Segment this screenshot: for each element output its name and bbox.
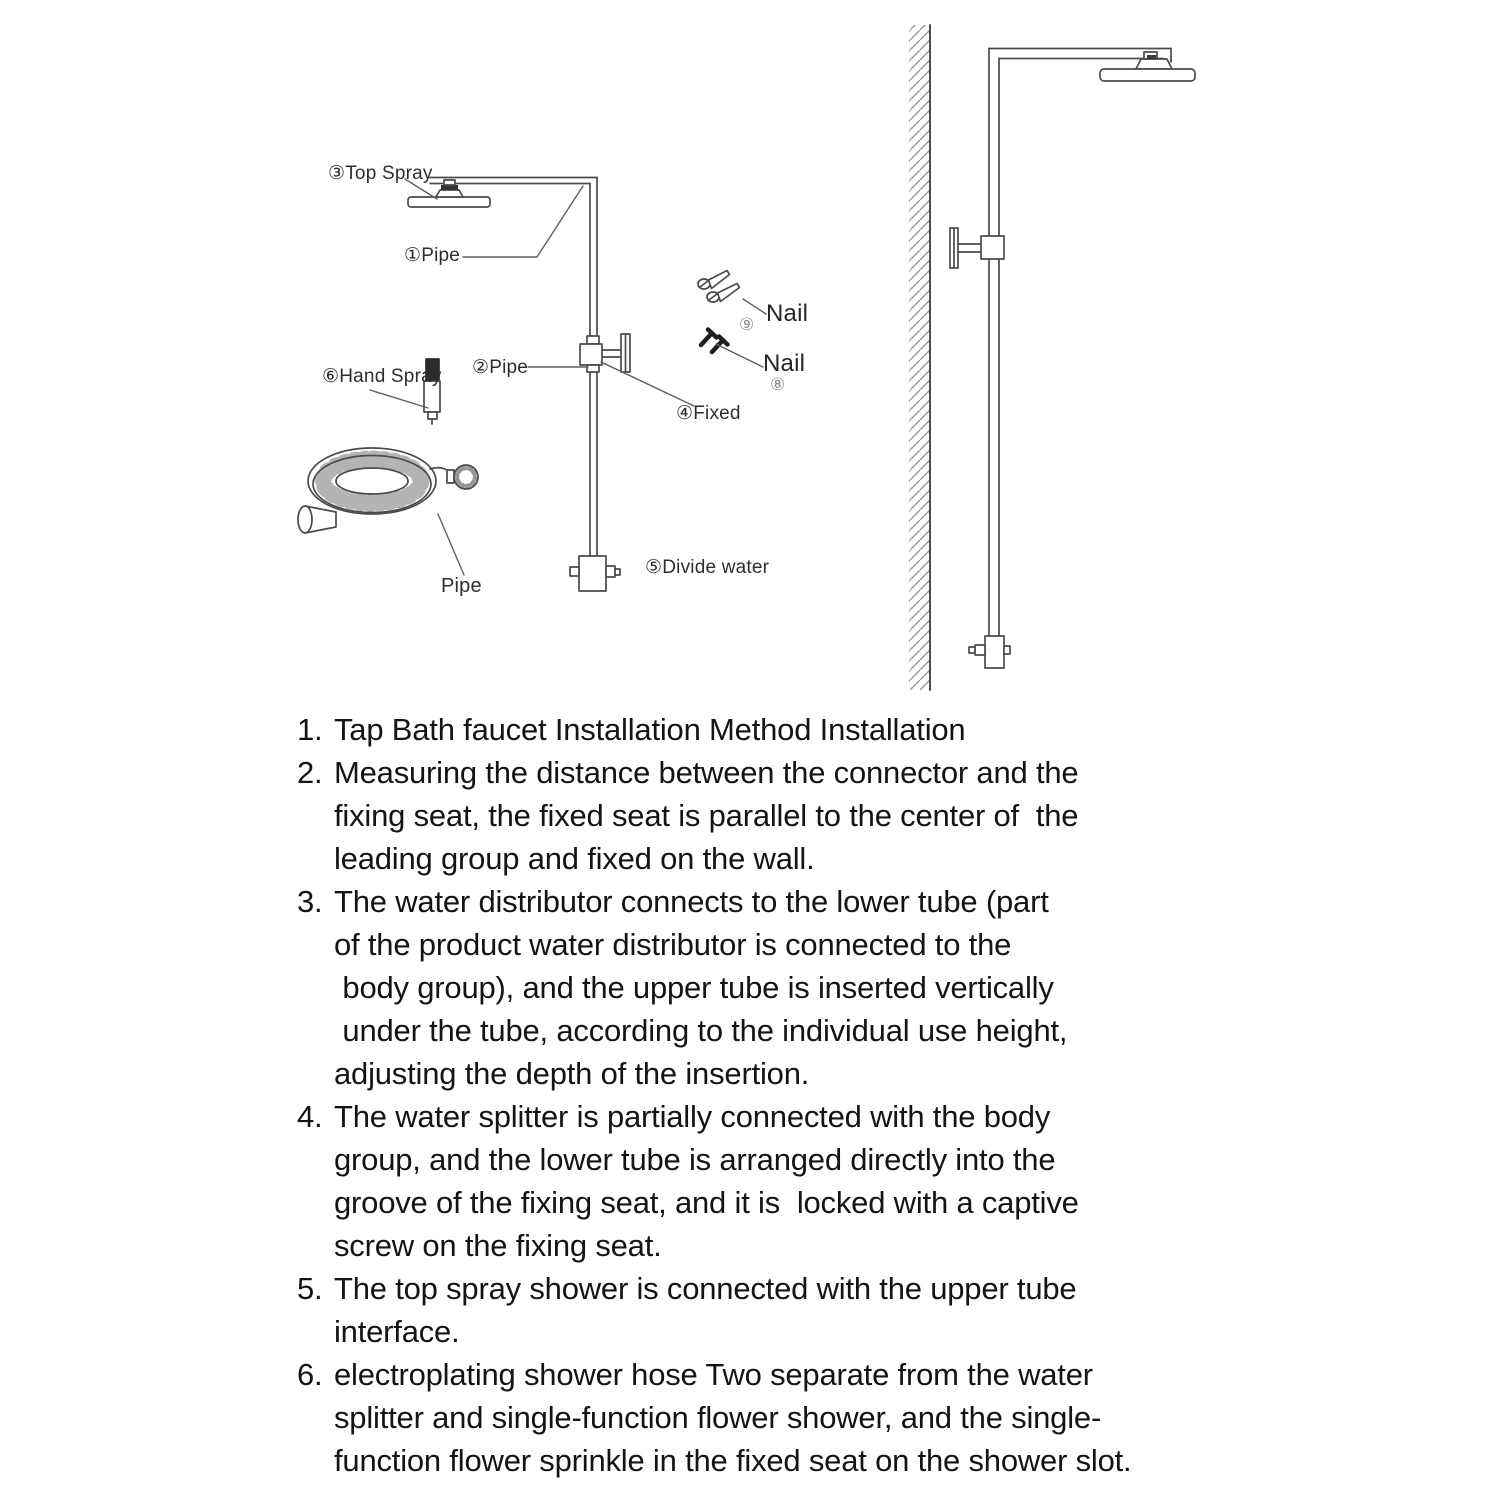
instruction-line: groove of the fixing seat, and it is locked with a captive (334, 1185, 1079, 1220)
label-nail-anchors: Nail (763, 350, 806, 377)
instruction-item-4 (297, 1095, 1217, 1267)
installed-pipe-drawing (989, 49, 1171, 637)
instruction-line: body group), and the upper tube is inserted vertically (334, 970, 1054, 1005)
screw-nails-drawing (698, 271, 740, 303)
instruction-line: of the product water distributor is connected to the (334, 927, 1012, 962)
instruction-line: The top spray shower is connected with the upper tube (334, 1271, 1077, 1306)
wall-drawing (909, 25, 930, 690)
label-pipe-lower: ②Pipe (472, 357, 529, 378)
instruction-number: 2. (297, 755, 323, 790)
label-nail-screws-number: ⑨ (739, 315, 755, 334)
instruction-line: screw on the fixing seat. (334, 1228, 662, 1263)
instruction-line: The water distributor connects to the lower tube (part (334, 884, 1049, 919)
label-top-spray: ③Top Spray (328, 163, 433, 184)
instruction-line: leading group and fixed on the wall. (334, 841, 815, 876)
instruction-number: 5. (297, 1271, 323, 1306)
instruction-item-3 (297, 880, 1217, 1095)
instruction-number: 6. (297, 1357, 323, 1392)
label-fixed-seat: ④Fixed (676, 403, 741, 424)
instruction-item-1 (297, 708, 1217, 751)
instruction-line: interface. (334, 1314, 460, 1349)
instruction-number: 3. (297, 884, 323, 919)
instruction-line: Tap Bath faucet Installation Method Installation (334, 712, 966, 747)
installed-head-drawing (1100, 52, 1195, 81)
instructions-list (297, 708, 1217, 1482)
instruction-line: group, and the lower tube is arranged directly into the (334, 1142, 1056, 1177)
label-divide-water: ⑤Divide water (645, 557, 770, 578)
shower-hose-drawing (298, 448, 478, 533)
label-hand-spray: ⑥Hand Spray (322, 366, 442, 387)
divide-water-drawing (570, 556, 620, 591)
label-nail-anchors-number: ⑧ (770, 375, 786, 394)
instruction-line: The water splitter is partially connected with the body (334, 1099, 1051, 1134)
label-pipe-upper: ①Pipe (404, 245, 461, 266)
installed-bracket-drawing (950, 228, 1004, 268)
instruction-item-5 (297, 1267, 1217, 1353)
shower-installation-diagram (0, 0, 1500, 720)
installed-divider-drawing (969, 636, 1010, 668)
instruction-line: adjusting the depth of the insertion. (334, 1056, 810, 1091)
instruction-item-2 (297, 751, 1217, 880)
instruction-line: Measuring the distance between the connector and the (334, 755, 1079, 790)
instruction-line: electroplating shower hose Two separate from the water (334, 1357, 1093, 1392)
instruction-line: fixing seat, the fixed seat is parallel to the center of the (334, 798, 1079, 833)
instruction-line: splitter and single-function flower shower, and the single- (334, 1400, 1102, 1435)
instruction-line: function flower sprinkle in the fixed seat on the shower slot. (334, 1443, 1132, 1478)
anchor-nails-drawing (701, 330, 728, 353)
instruction-item-6 (297, 1353, 1217, 1482)
instruction-line: under the tube, according to the individual use height, (334, 1013, 1068, 1048)
instruction-number: 4. (297, 1099, 323, 1134)
instruction-number: 1. (297, 712, 323, 747)
label-hose-pipe: Pipe (441, 575, 482, 597)
installed-diagram (909, 25, 1195, 690)
label-nail-screws: Nail (766, 300, 809, 327)
